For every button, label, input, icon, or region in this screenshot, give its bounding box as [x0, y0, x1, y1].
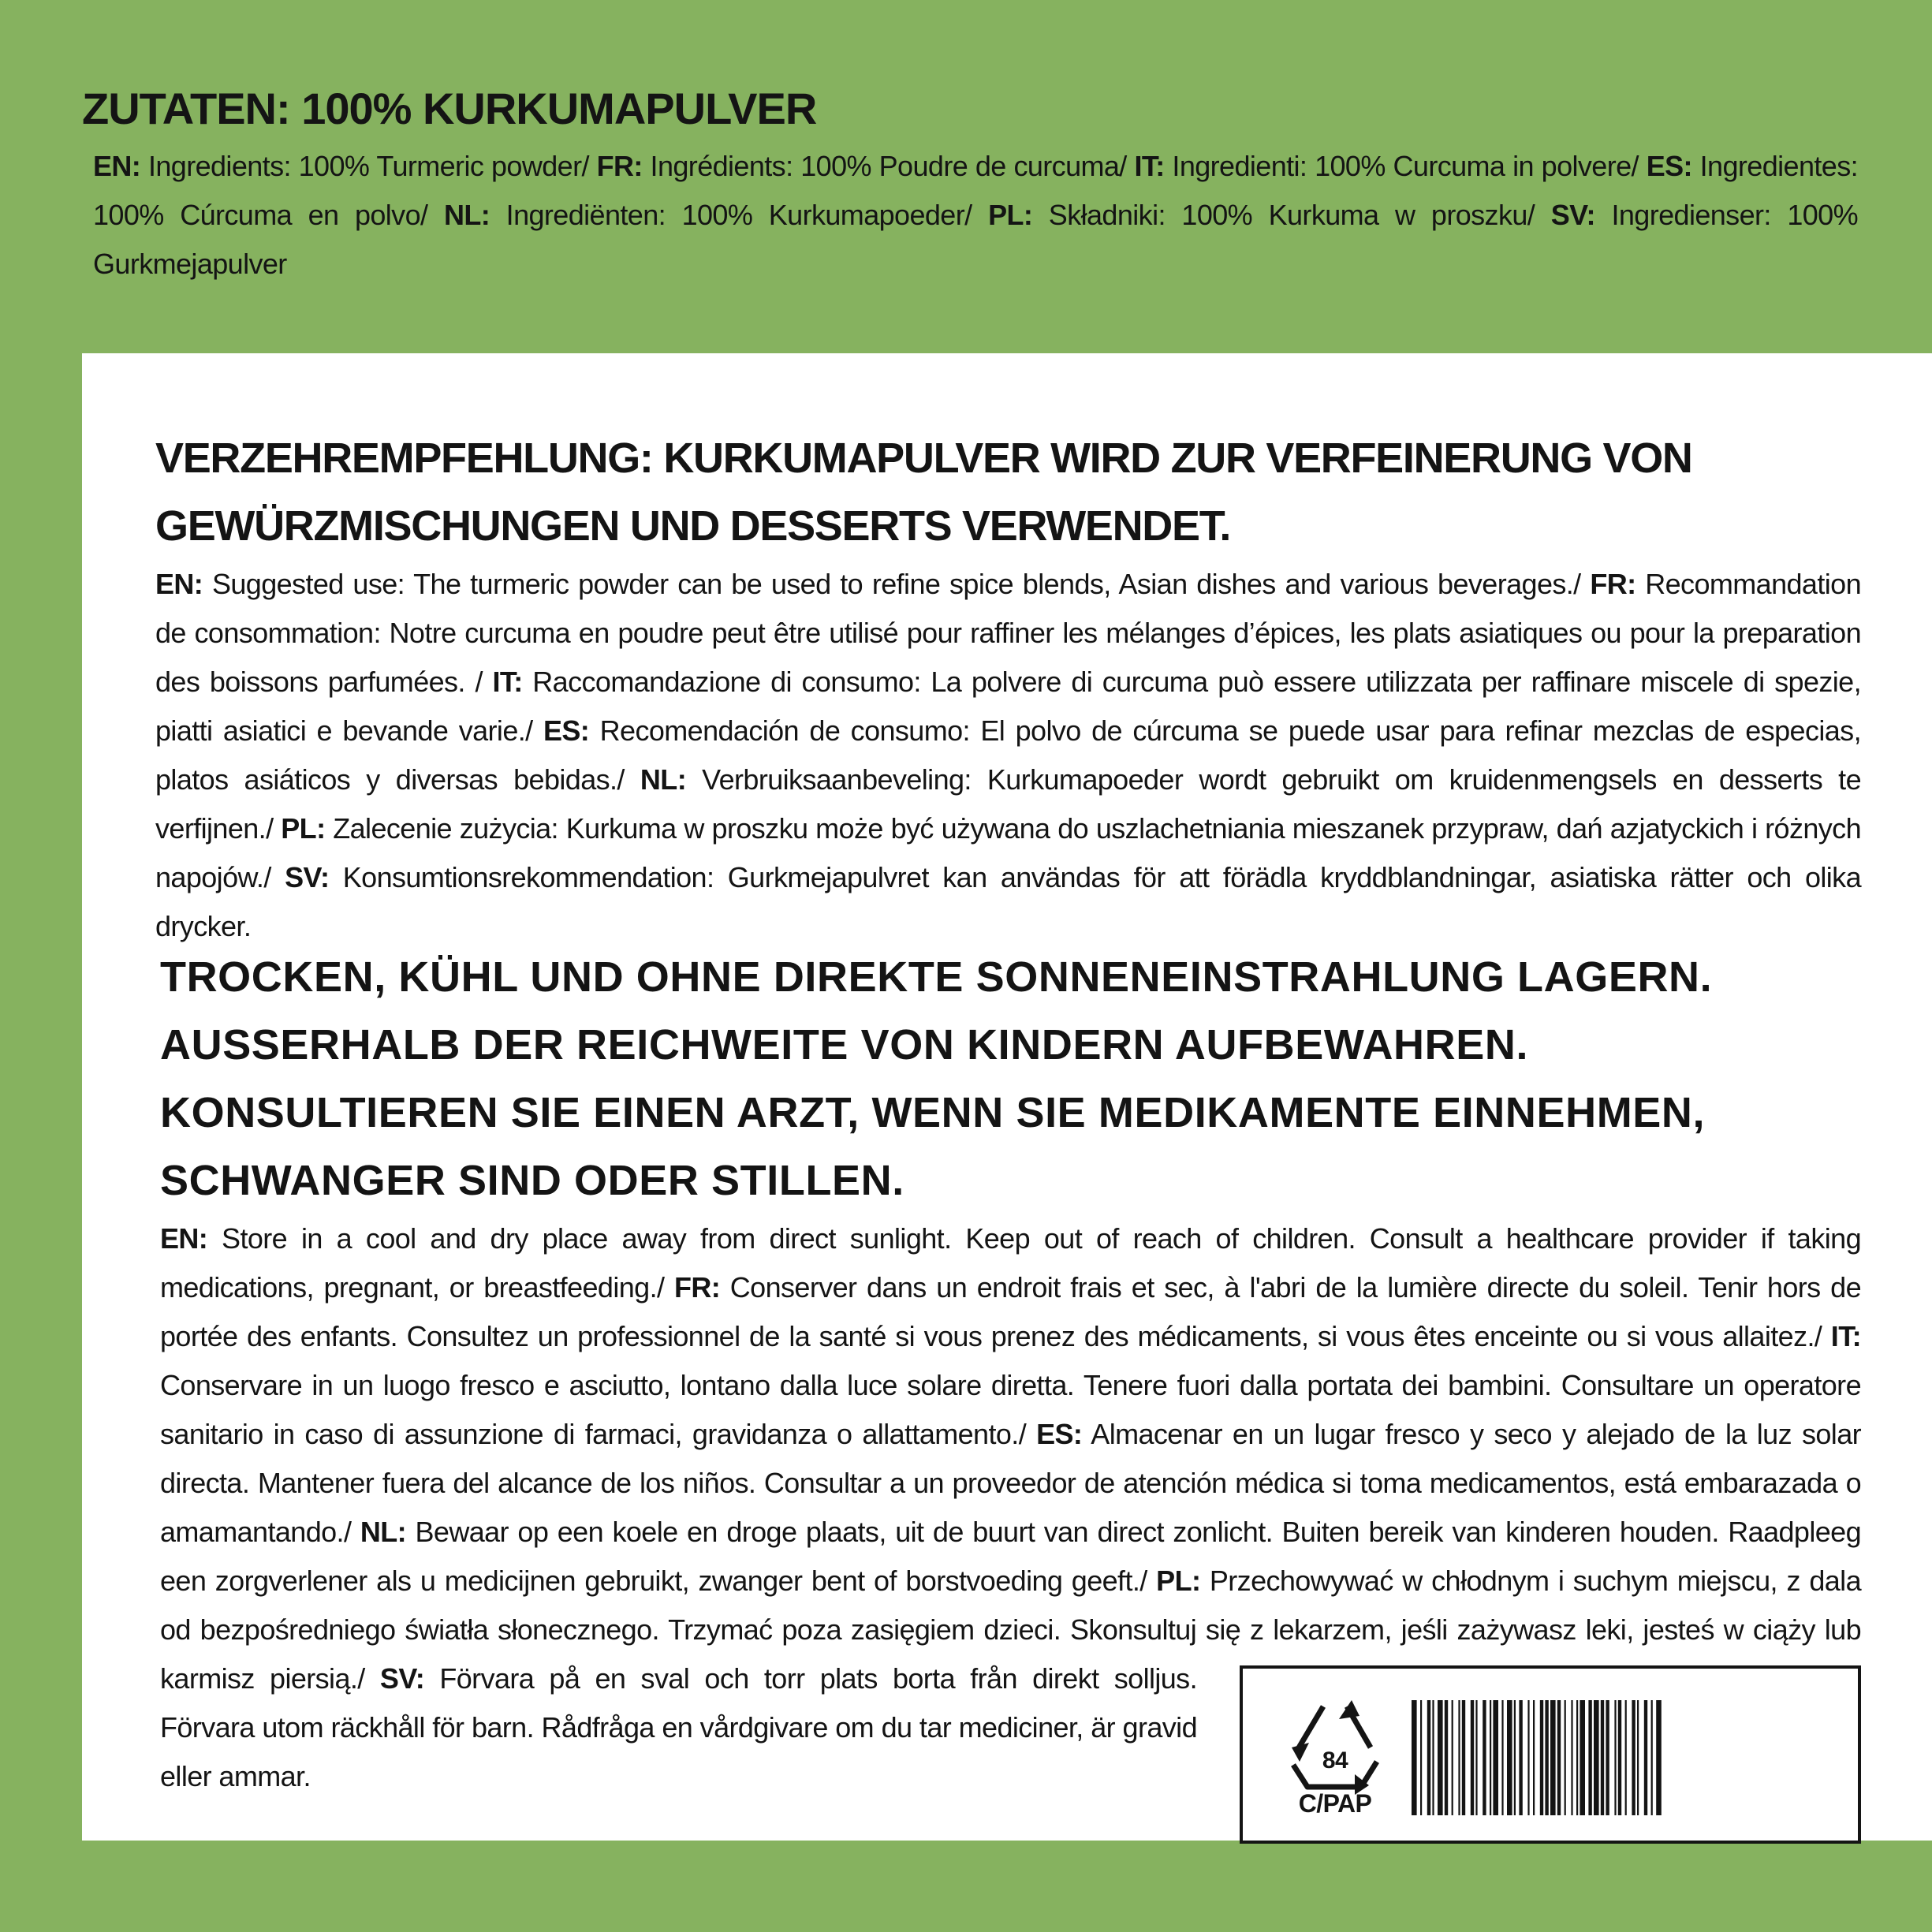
barcode-bar [1644, 1700, 1647, 1815]
barcode-bar [1601, 1700, 1604, 1815]
lang-code-pl: PL: [1156, 1565, 1201, 1597]
barcode-bar [1565, 1700, 1566, 1815]
barcode-bar [1545, 1700, 1548, 1815]
barcode-bar [1625, 1700, 1627, 1815]
barcode-bar [1438, 1700, 1443, 1815]
barcode-bar [1412, 1700, 1417, 1815]
lang-code-it: IT: [1134, 150, 1165, 182]
use-nl: Verbruiksaanbeveling: Kurkumapoeder wordt gebruikt om kruidenmengsels en desserts te verfijnen./ [155, 763, 1861, 845]
barcode-bar [1618, 1700, 1621, 1815]
lang-code-en: EN: [93, 150, 141, 182]
barcode-bar [1580, 1700, 1585, 1815]
use-sv: Konsumtionsrekommendation: Gurkmejapulvret kan användas för att förädla kryddblandningar, asiatiska rätter och olika drycker. [155, 861, 1861, 942]
barcode-bar [1632, 1700, 1635, 1815]
ingredients-nl: Ingrediënten: 100% Kurkumapoeder/ [490, 199, 989, 231]
use-it: Raccomandazione di consumo: La polvere di curcuma può essere utilizzata per raffinare miscele di spezie, piatti asiatici e bevande varie./ [155, 666, 1862, 747]
recycle-number: 84 [1322, 1747, 1348, 1773]
barcode-icon [1412, 1700, 1837, 1815]
use-es: Recomendación de consumo: El polvo de cúrcuma se puede usar para refinar mezclas de especias, platos asiáticos y diversas bebidas./ [155, 714, 1861, 796]
ingredients-fr: Ingrédients: 100% Poudre de curcuma/ [642, 150, 1135, 182]
lang-code-nl: NL: [640, 763, 687, 796]
white-label-panel [82, 353, 1932, 1841]
lang-code-nl: NL: [443, 199, 490, 231]
barcode-bar [1540, 1700, 1543, 1815]
barcode-bar [1507, 1700, 1512, 1815]
barcode-bar [1594, 1700, 1599, 1815]
suggested-use-translations [155, 560, 1861, 951]
lang-code-en: EN: [155, 568, 203, 600]
ingredients-section [82, 79, 1858, 289]
barcode-bar [1501, 1700, 1503, 1815]
barcode-bar [1606, 1700, 1609, 1815]
barcode-bar [1445, 1700, 1448, 1815]
lang-code-fr: FR: [1590, 568, 1636, 600]
barcode-bar [1588, 1700, 1591, 1815]
storage-nl: Bewaar op een koele en droge plaats, uit de buurt van direct zonlicht. Buiten bereik van kinderen houden. Raadpleeg een zorgverlener als u medicijnen gebruikt, zwanger bent of borstvoeding geeft./ [160, 1516, 1861, 1597]
barcode-bar [1493, 1700, 1498, 1815]
barcode-bar [1519, 1700, 1522, 1815]
lang-code-sv: SV: [1550, 199, 1595, 231]
storage-pl: Przechowywać w chłodnym i suchym miejscu, z dala od bezpośredniego światła słonecznego. Trzymać poza zasięgiem dzieci. Skonsultuj się z lekarzem, jeśli zażywasz leki, jesteś w ciąży lub karmisz piersią./ [160, 1565, 1861, 1695]
barcode-bar [1614, 1700, 1616, 1815]
lang-code-nl: NL: [360, 1516, 407, 1548]
lang-code-it: IT: [492, 666, 523, 698]
lang-code-sv: SV: [285, 861, 330, 893]
ingredients-heading: ZUTATEN: 100% KURKUMAPULVER [82, 84, 817, 133]
barcode-bar [1458, 1700, 1460, 1815]
storage-translations [160, 1214, 1862, 1818]
barcode-bar [1527, 1700, 1529, 1815]
storage-en: Store in a cool and dry place away from direct sunlight. Keep out of reach of children. Consult a healthcare provider if taking medications, pregnant, or breastfeeding./ [160, 1222, 1861, 1304]
lang-code-fr: FR: [673, 1271, 721, 1304]
lang-code-pl: PL: [988, 199, 1033, 231]
storage-sv: Förvara på en sval och torr plats borta från direkt solljus. Förvara utom räckhåll för barn. Rådfråga en vårdgivare om du tar mediciner, är gravid eller ammar. [160, 1662, 1197, 1792]
barcode-bar [1475, 1700, 1477, 1815]
suggested-use-heading: VERZEHREMPFEHLUNG: KURKUMAPULVER WIRD ZUR VERFEINERUNG VON GEWÜRZMISCHUNGEN UND DESSERTS VERWENDET. [155, 435, 1692, 550]
use-en: Suggested use: The turmeric powder can be used to refine spice blends, Asian dishes and various beverages./ [203, 568, 1591, 600]
storage-heading: TROCKEN, KÜHL UND OHNE DIREKTE SONNENEINSTRAHLUNG LAGERN. AUSSERHALB DER REICHWEITE VON KINDERN AUFBEWAHREN. KONSULTIEREN SIE EINEN ARZT, WENN SIE MEDIKAMENTE EINNEHMEN, SCHWANGER SIND ODER STILLEN. [160, 953, 1713, 1204]
suggested-use-section [155, 424, 1861, 951]
barcode-bar [1656, 1700, 1662, 1815]
use-fr: Recommandation de consommation: Notre curcuma en poudre peut être utilisé pour raffiner les mélanges d’épices, les plats asiatiques ou pour la preparation des boissons parfumées. / [155, 568, 1861, 698]
recycle-label: C/PAP [1298, 1789, 1372, 1818]
barcode-box [1240, 1665, 1861, 1844]
use-pl: Zalecenie zużycia: Kurkuma w proszku może być używana do uszlachetniania mieszanek przypraw, dań azjatyckich i różnych napojów./ [155, 812, 1861, 893]
barcode-bar [1490, 1700, 1491, 1815]
storage-es: Almacenar en un lugar fresco y seco y alejado de la luz solar directa. Mantener fuera del alcance de los niños. Consultar a un proveedor de atención médica si toma medicamentos, está embarazada o amamantando./ [160, 1418, 1862, 1548]
lang-code-fr: FR: [596, 150, 643, 182]
barcode-bar [1576, 1700, 1578, 1815]
barcode-bar [1427, 1700, 1430, 1815]
ingredients-pl: Składniki: 100% Kurkuma w proszku/ [1032, 199, 1551, 231]
barcode-bar [1550, 1700, 1556, 1815]
ingredients-sv: Ingredienser: 100% Gurkmejapulver [93, 199, 1859, 280]
ingredients-en: Ingredients: 100% Turmeric powder/ [140, 150, 597, 182]
barcode-bar [1462, 1700, 1465, 1815]
barcode-bar [1432, 1700, 1434, 1815]
ingredients-it: Ingredienti: 100% Curcuma in polvere/ [1164, 150, 1647, 182]
lang-code-es: ES: [1036, 1418, 1083, 1450]
lang-code-it: IT: [1830, 1320, 1861, 1352]
ingredients-translations [82, 142, 1858, 289]
barcode-bar [1471, 1700, 1474, 1815]
lang-code-es: ES: [1646, 150, 1692, 182]
barcode-bar [1452, 1700, 1453, 1815]
barcode-bar [1483, 1700, 1486, 1815]
barcode-bar [1420, 1700, 1422, 1815]
storage-section [160, 943, 1861, 1844]
barcode-bar [1637, 1700, 1639, 1815]
lang-code-es: ES: [543, 714, 590, 747]
ingredients-es: Ingredientes: 100% Cúrcuma en polvo/ [93, 150, 1858, 231]
barcode-bar [1651, 1700, 1653, 1815]
barcode-bar [1571, 1700, 1572, 1815]
barcode-bar [1533, 1700, 1535, 1815]
storage-it: Conservare in un luogo fresco e asciutto, lontano dalla luce solare diretta. Tenere fuori dalla portata dei bambini. Consultare un operatore sanitario in caso di assunzione di farmaci, gravidanza o allattamento./ [160, 1369, 1861, 1450]
storage-fr: Conserver dans un endroit frais et sec, à l'abri de la lumière directe du soleil. Tenir hors de portée des enfants. Consultez un professionnel de la santé si vous prenez des médicaments, si vous êtes enceinte ou si vous allaitez./ [160, 1271, 1861, 1352]
barcode-bar [1514, 1700, 1516, 1815]
barcode-bar [1557, 1700, 1561, 1815]
recycle-triangle-icon [1276, 1692, 1394, 1818]
lang-code-sv: SV: [379, 1662, 425, 1695]
lang-code-pl: PL: [281, 812, 326, 845]
lang-code-en: EN: [160, 1222, 208, 1255]
